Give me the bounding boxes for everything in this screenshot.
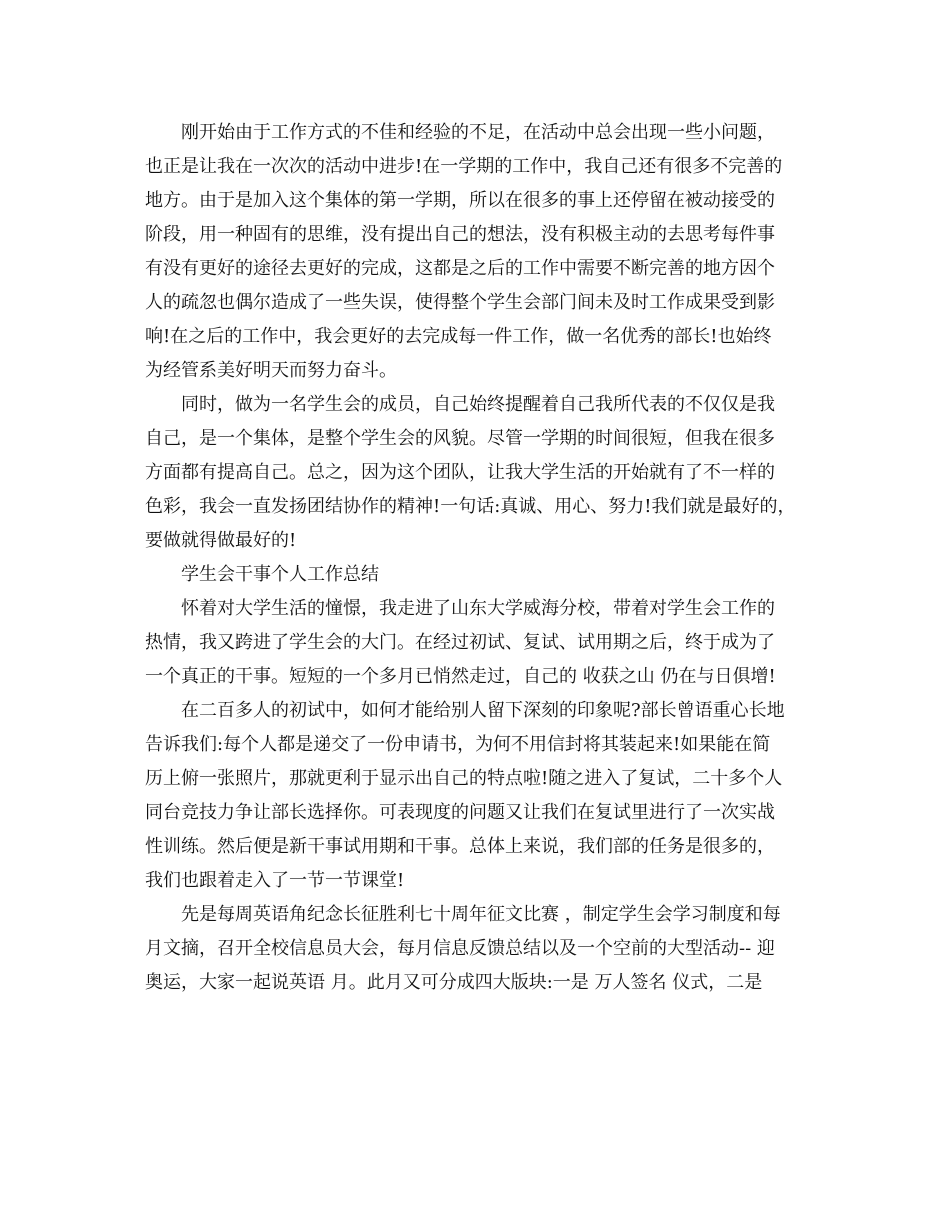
text-line: 月文摘，召开全校信息员大会，每月信息反馈总结以及一个空前的大型活动-- 迎	[145, 938, 775, 959]
text-line: 性训练。然后便是新干事试用期和干事。总体上来说，我们部的任务是很多的，	[145, 836, 775, 857]
text-line: 先是每周英语角纪念长征胜利七十周年征文比赛 ，制定学生会学习制度和每	[181, 904, 781, 925]
text-line: 在二百多人的初试中，如何才能给别人留下深刻的印象呢?部长曾语重心长地	[181, 700, 785, 721]
text-line: 也正是让我在一次次的活动中进步!在一学期的工作中，我自己还有很多不完善的	[145, 156, 783, 177]
text-line: 地方。由于是加入这个集体的第一学期，所以在很多的事上还停留在被动接受的	[145, 190, 775, 211]
text-line: 自己，是一个集体，是整个学生会的风貌。尽管一学期的时间很短，但我在很多	[145, 428, 775, 449]
text-line: 为经管系美好明天而努力奋斗。	[145, 360, 397, 381]
text-line: 奥运，大家一起说英语 月。此月又可分成四大版块:一是 万人签名 仪式，二是	[145, 972, 763, 993]
text-line: 色彩，我会一直发扬团结协作的精神!一句话:真诚、用心、努力!我们就是最好的，	[145, 496, 796, 517]
text-line: 一个真正的干事。短短的一个多月已悄然走过，自己的 收获之山 仍在与日俱增!	[145, 666, 776, 687]
text-line: 历上俯一张照片，那就更利于显示出自己的特点啦!随之进入了复试，二十多个人	[145, 768, 783, 789]
text-line: 告诉我们:每个人都是递交了一份申请书，为何不用信封将其装起来!如果能在简	[145, 734, 771, 755]
text-line: 人的疏忽也偶尔造成了一些失误，使得整个学生会部门间未及时工作成果受到影	[145, 292, 775, 313]
text-line: 阶段，用一种固有的思维，没有提出自己的想法，没有积极主动的去思考每件事	[145, 224, 775, 245]
text-line: 要做就得做最好的!	[145, 530, 297, 551]
text-line: 刚开始由于工作方式的不佳和经验的不足，在活动中总会出现一些小问题，	[181, 122, 775, 143]
text-line: 我们也跟着走入了一节一节课堂!	[145, 870, 405, 891]
text-line: 热情，我又跨进了学生会的大门。在经过初试、复试、试用期之后，终于成为了	[145, 632, 775, 653]
text-line: 有没有更好的途径去更好的完成，这都是之后的工作中需要不断完善的地方因个	[145, 258, 775, 279]
text-line: 怀着对大学生活的憧憬，我走进了山东大学威海分校，带着对学生会工作的	[181, 598, 775, 619]
text-line: 同台竞技力争让部长选择你。可表现度的问题又让我们在复试里进行了一次实战	[145, 802, 775, 823]
text-line: 响!在之后的工作中，我会更好的去完成每一件工作，做一名优秀的部长!也始终	[145, 326, 772, 347]
text-line: 同时，做为一名学生会的成员，自己始终提醒着自己我所代表的不仅仅是我	[181, 394, 775, 415]
section-heading: 学生会干事个人工作总结	[181, 564, 379, 585]
text-line: 方面都有提高自己。总之，因为这个团队，让我大学生活的开始就有了不一样的	[145, 462, 775, 483]
